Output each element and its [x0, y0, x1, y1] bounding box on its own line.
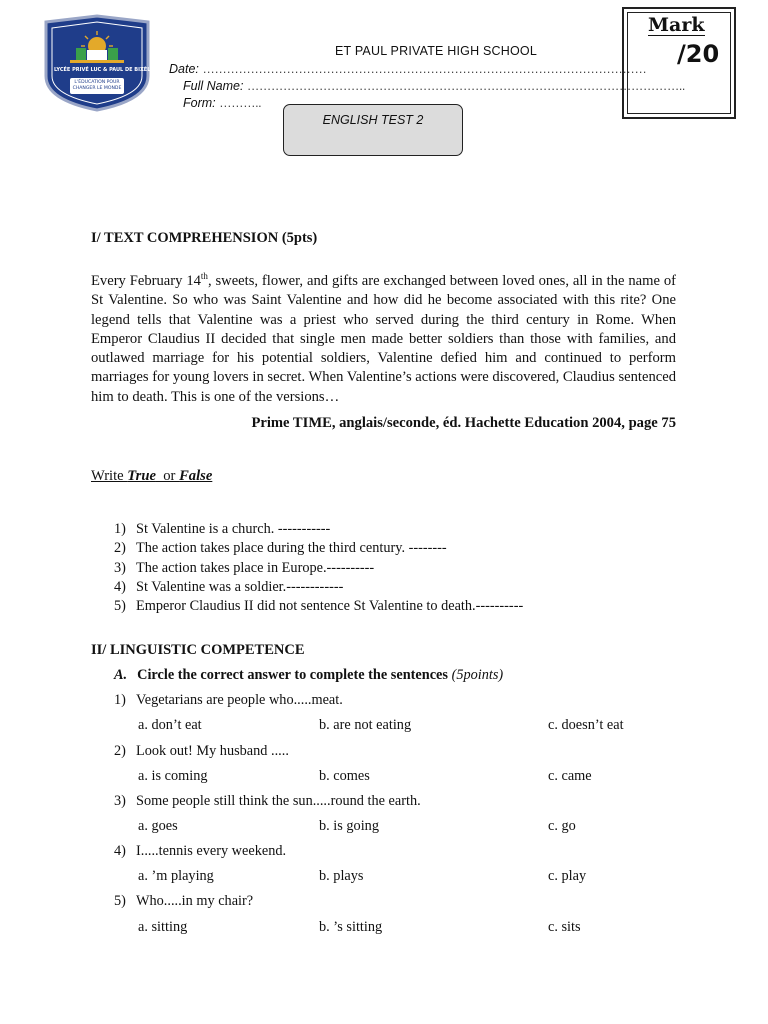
option-b[interactable]: b. comes [319, 768, 370, 784]
option-c[interactable]: c. go [548, 818, 576, 834]
school-logo [40, 14, 154, 112]
comprehension-passage [91, 272, 676, 407]
option-a[interactable]: a. goes [138, 818, 178, 834]
tf-item-number: 1) [114, 521, 126, 537]
tf-item-number: 2) [114, 540, 126, 556]
question-number: 3) [114, 793, 126, 809]
section2-title: II/ LINGUISTIC COMPETENCE [91, 642, 305, 658]
passage-rest: , sweets, flower, and gifts are exchanged between loved ones, all in the name of St Valentine. So who was Saint Valentine and how did he become associated with this rite? One legend tells that Valentine was a priest who served during the third century in Rome. When Emperor Claudius II decided that single men made better soldiers than those with families, and outlawed marriage for his potential soldiers, Valentine defied him and continued to perform marriages for young lovers in secret. When Valentine’s actions were discovered, Claudius sentenced him to death. This is one of the versions… [91, 273, 676, 405]
option-b[interactable]: b. ’s sitting [319, 919, 383, 935]
option-c[interactable]: c. doesn’t eat [548, 717, 624, 733]
option-b[interactable]: b. plays [319, 868, 364, 884]
fullname-label: Full Name: [183, 79, 244, 93]
subsection-a-letter: A. [114, 667, 128, 683]
form-field[interactable] [183, 96, 261, 110]
instruction-false: False [179, 468, 213, 484]
instruction-true: True [127, 468, 156, 484]
date-field[interactable] [169, 62, 646, 76]
option-a[interactable]: a. don’t eat [138, 717, 202, 733]
fullname-field[interactable] [183, 79, 685, 93]
option-a[interactable]: a. sitting [138, 919, 188, 935]
school-name: ET PAUL PRIVATE HIGH SCHOOL [335, 44, 537, 58]
passage-sup: th [200, 271, 208, 281]
form-label: Form: [183, 96, 216, 110]
option-a[interactable]: a. ’m playing [138, 868, 214, 884]
instruction-pre: Write [91, 468, 128, 484]
question-text: Look out! My husband ..... [136, 743, 289, 759]
test-title: ENGLISH TEST 2 [322, 113, 424, 127]
test-title-box [283, 104, 463, 156]
tf-item-text: St Valentine is a church. ----------- [136, 521, 331, 537]
instruction-mid: or [155, 468, 180, 484]
school-crest-icon [40, 14, 154, 112]
question-text: Some people still think the sun.....round the earth. [136, 793, 421, 809]
question-number: 1) [114, 692, 126, 708]
mark-box [622, 7, 736, 119]
subsection-a-heading [114, 667, 503, 684]
tf-item-number: 5) [114, 598, 126, 614]
logo-motto: L'ÉDUCATION POUR CHANGER LE MONDE [72, 80, 122, 91]
option-c[interactable]: c. came [548, 768, 592, 784]
question-number: 4) [114, 843, 126, 859]
question-number: 5) [114, 893, 126, 909]
mark-label: Mark [648, 14, 705, 36]
option-c[interactable]: c. play [548, 868, 587, 884]
date-label: Date: [169, 62, 199, 76]
tf-item-number: 4) [114, 579, 126, 595]
passage-source: Prime TIME, anglais/seconde, éd. Hachette Education 2004, page 75 [251, 415, 676, 431]
tf-item-text: St Valentine was a soldier.------------ [136, 579, 344, 595]
option-a[interactable]: a. is coming [138, 768, 208, 784]
option-b[interactable]: b. are not eating [319, 717, 412, 733]
mark-total: /20 [677, 40, 720, 68]
tf-item-text: Emperor Claudius II did not sentence St Valentine to death.---------- [136, 598, 524, 614]
question-text: Vegetarians are people who.....meat. [136, 692, 343, 708]
option-c[interactable]: c. sits [548, 919, 581, 935]
logo-school-text: LYCÉE PRIVÉ LUC & PAUL DE BIXÈLÉ [54, 67, 154, 73]
subsection-a-text: Circle the correct answer to complete the sentences [137, 667, 448, 683]
question-number: 2) [114, 743, 126, 759]
tf-item-number: 3) [114, 560, 126, 576]
form-dots: ……….. [219, 96, 262, 110]
tf-item-text: The action takes place in Europe.---------- [136, 560, 375, 576]
fullname-dots: ……………………………………………………………………………………………….. [246, 79, 685, 93]
passage-start: Every February 14 [91, 273, 201, 289]
subsection-a-points: (5points) [451, 667, 504, 683]
true-false-instruction [91, 468, 212, 485]
option-b[interactable]: b. is going [319, 818, 379, 834]
question-text: I.....tennis every weekend. [136, 843, 287, 859]
question-text: Who.....in my chair? [136, 893, 254, 909]
date-dots: ………………………………………………………………………………………………… [202, 62, 647, 76]
section1-title: I/ TEXT COMPREHENSION (5pts) [91, 230, 318, 246]
tf-item-text: The action takes place during the third century. -------- [136, 540, 447, 556]
